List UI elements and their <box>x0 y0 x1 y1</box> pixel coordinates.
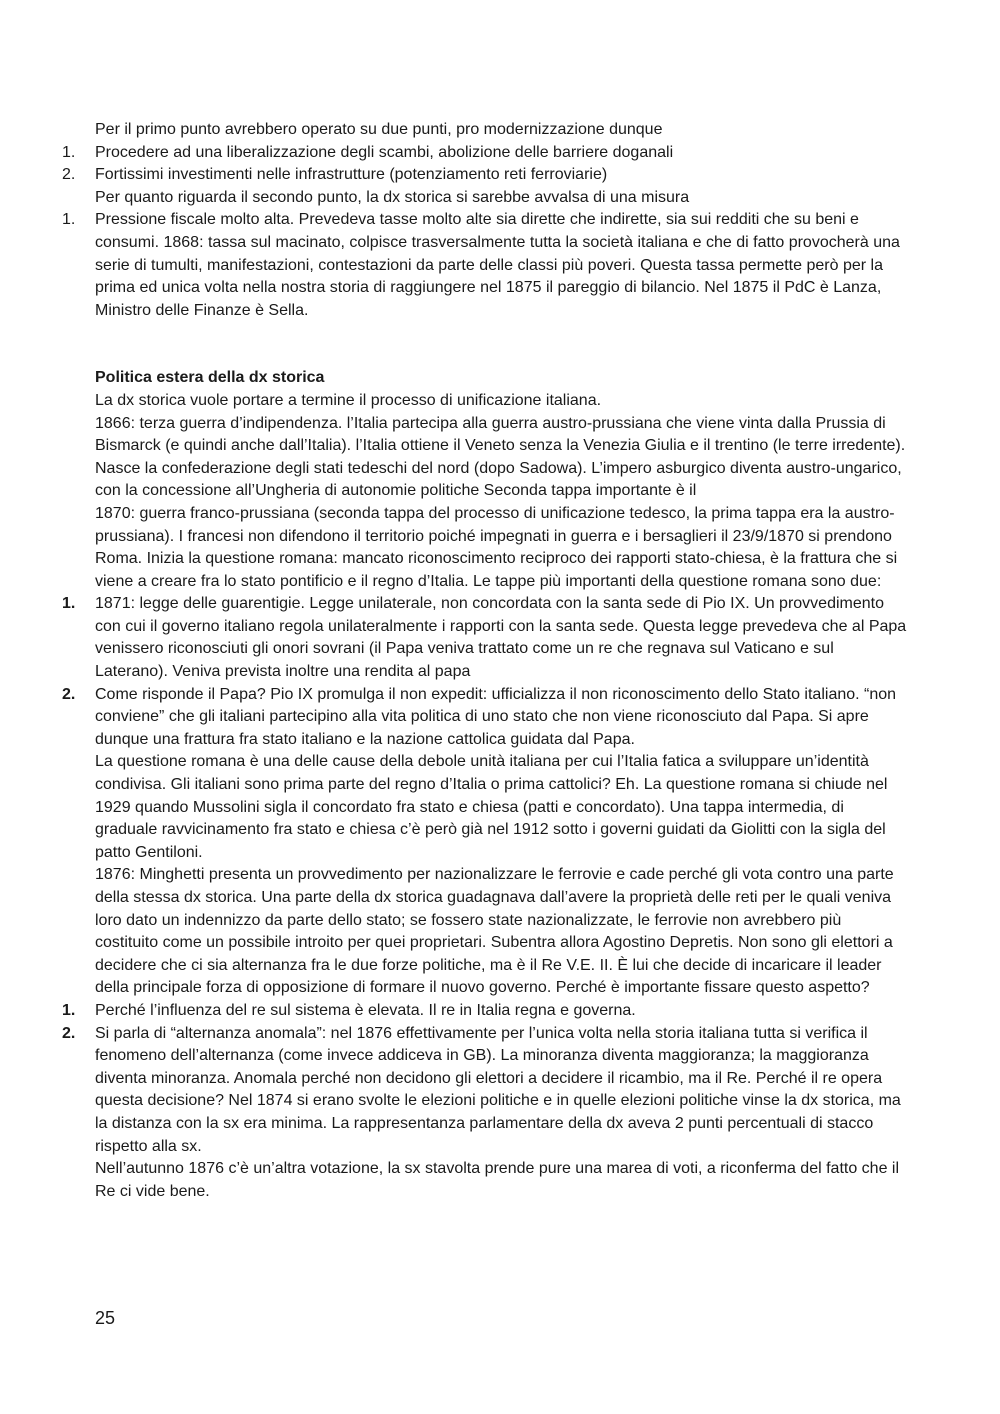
paragraph: Per quanto riguarda il secondo punto, la dx storica si sarebbe avvalsa di una misura <box>95 188 690 206</box>
paragraph: 1870: guerra franco-prussiana (seconda tappa del processo di unificazione tedesco, la prima tappa era la austro-prussiana). I francesi non difendono il territorio poiché impegnati in guerra e i bersaglieri il 23/9/1870 si prendono Roma. Inizia la questione romana: mancato riconoscimento reciproco dei rapporti stato-chiesa, è la frattura che si viene a creare fra lo stato pontificio e il regno d’Italia. Le tappe più importanti della questione romana sono due: <box>95 504 898 590</box>
list-item-text: Procedere ad una liberalizzazione degli scambi, abolizione delle barriere doganali <box>95 143 674 161</box>
list-item <box>62 684 907 752</box>
list-item-text: Pressione fiscale molto alta. Prevedeva tasse molto alte sia dirette che indirette, sia sui redditi che su beni e consumi. 1868: tassa sul macinato, colpisce trasversalmente tutta la società italiana e che di fatto provocherà una serie di tumulti, manifestazioni, contestazioni da parte delle classi più poveri. Questa tassa permette però per la prima ed unica volta nella nostra storia di raggiungere nel 1875 il pareggio di bilancio. Nel 1875 il PdC è Lanza, Ministro delle Finanze è Sella. <box>95 211 900 319</box>
page-number: 25 <box>95 1308 116 1328</box>
section-heading: Politica estera della dx storica <box>95 369 325 387</box>
paragraph: Per il primo punto avrebbero operato su due punti, pro modernizzazione dunque <box>95 121 663 138</box>
list-number: 2. <box>62 166 76 184</box>
list-item-text: Come risponde il Papa? Pio IX promulga il non expedit: ufficializza il non riconoscimento dello Stato italiano. “non conviene” che gli italiani partecipino alla vita politica di uno stato che non viene riconosciuto dal Papa. Si apre dunque una frattura fra stato italiano e la nazione cattolica guidata dal Papa. <box>95 685 897 748</box>
list-item <box>62 1023 907 1159</box>
list-number: 2. <box>62 685 76 703</box>
spacer <box>95 322 907 367</box>
list-number: 1. <box>62 595 76 613</box>
list-number: 1. <box>62 1001 76 1019</box>
list-number: 2. <box>62 1024 76 1042</box>
paragraph: Nell’autunno 1876 c’è un’altra votazione, la sx stavolta prende pure una marea di voti, a riconferma del fatto che il Re ci vide bene. <box>95 1160 900 1200</box>
paragraph: La questione romana è una delle cause della debole unità italiana per cui l’Italia fatica a sviluppare un’identità condivisa. Gli italiani sono prima parte del regno d’Italia o prima cattolici? Eh. La questione romana si chiude nel 1929 quando Mussolini sigla il concordato fra stato e chiesa (patti e concordato). Una tappa intermedia, di graduale ravvicinamento fra stato e chiesa c’è però già nel 1912 sotto i governi guidati da Giolitti con la sigla del patto Gentiloni. <box>95 753 888 861</box>
list-item-text: Fortissimi investimenti nelle infrastrutture (potenziamento reti ferroviarie) <box>95 166 608 184</box>
list-number: 1. <box>62 211 76 229</box>
list-item-text: Perché l’influenza del re sul sistema è elevata. Il re in Italia regna e governa. <box>95 1001 636 1019</box>
list-item <box>62 1000 907 1023</box>
list-item <box>62 142 907 165</box>
paragraph: 1866: terza guerra d’indipendenza. l’Italia partecipa alla guerra austro-prussiana che viene vinta dalla Prussia di Bismarck (e quindi anche dall’Italia). l’Italia ottiene il Veneto senza la Venezia Giulia e il trentino (le terre irredente). Nasce la confederazione degli stati tedeschi del nord (dopo Sadowa). L’impero asburgico diventa austro-ungarico, con la concessione all’Ungheria di autonomie politiche Seconda tappa importante è il <box>95 414 906 500</box>
list-item-text: 1871: legge delle guarentigie. Legge unilaterale, non concordata con la santa sede di Pio IX. Un provvedimento con cui il governo italiano regola unilateralmente i rapporti con la santa sede. Questa legge prevedeva che al Papa venissero riconosciuti gli onori sovrani (il Papa veniva trattato come un re che regnava sul Vaticano e sul Laterano). Veniva prevista inoltre una rendita al papa <box>95 595 907 681</box>
paragraph: La dx storica vuole portare a termine il processo di unificazione italiana. <box>95 391 602 409</box>
list-item <box>62 164 907 187</box>
paragraph: 1876: Minghetti presenta un provvedimento per nazionalizzare le ferrovie e cade perché gli vota contro una parte della stessa dx storica. Una parte della dx storica guadagnava dall’avere la proprietà delle reti per le quali veniva loro dato un indennizzo da parte dello stato; se fossero state nazionalizzate, le ferrovie non avrebbero più costituito come un possibile introito per quei proprietari. Subentra allora Agostino Depretis. Non sono gli elettori a decidere che ci sia alternanza fra le due forze politiche, ma è il Re V.E. II. È lui che decide di incaricare il leader della principale forza di opposizione di formare il nuovo governo. Perché è importante fissare questo aspetto? <box>95 866 894 997</box>
page-body <box>62 119 907 1203</box>
list-item-text: Si parla di “alternanza anomala”: nel 1876 effettivamente per l’unica volta nella storia italiana tutta si verifica il fenomeno dell’alternanza (come invece addiceva in GB). La minoranza diventa maggioranza; la maggioranza diventa minoranza. Anomala perché non decidono gli elettori a decidere il ricambio, ma il Re. Perché il re opera questa decisione? Nel 1874 si erano svolte le elezioni politiche e in quelle elezioni politiche vinse la dx storica, ma la distanza con la sx era minima. La rappresentanza parlamentare della dx aveva 2 punti percentuali di stacco rispetto alla sx. <box>95 1024 901 1155</box>
list-item <box>62 209 907 322</box>
list-number: 1. <box>62 143 76 161</box>
list-item <box>62 593 907 683</box>
